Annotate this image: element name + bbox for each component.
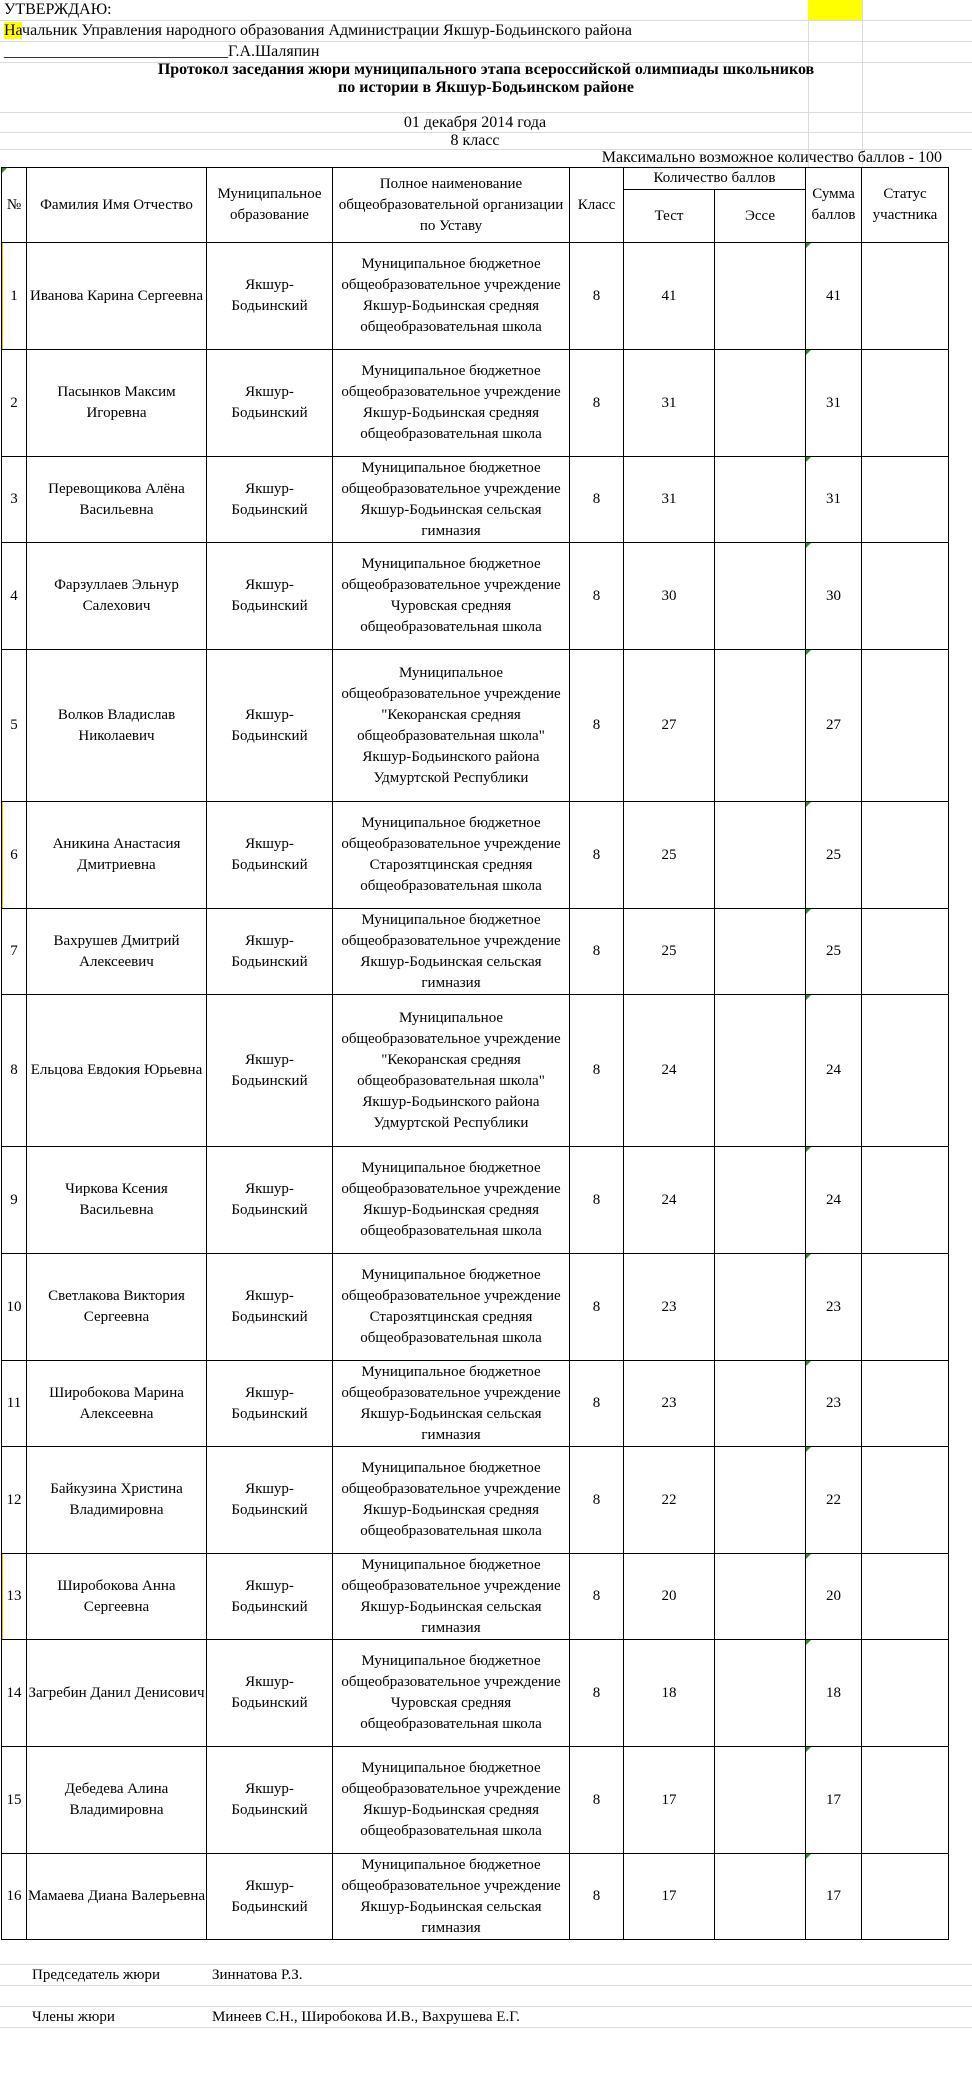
cell-test[interactable]: 31 <box>624 457 715 543</box>
cell-essay[interactable] <box>715 543 806 650</box>
cell-num[interactable]: 1 <box>2 243 27 350</box>
comment-marker-icon <box>806 1747 811 1752</box>
cell-sum[interactable]: 22 <box>806 1447 862 1554</box>
cell-municipality[interactable]: Якшур-Бодьинский <box>207 909 333 995</box>
members-label: Члены жюри <box>32 2009 115 2025</box>
col-header-name: Фамилия Имя Отчество <box>27 168 207 243</box>
table-row <box>2 909 949 995</box>
position-text: чальник Управления народного образования Администрации Якшур-Бодьинского района <box>22 22 632 39</box>
cell-test[interactable]: 27 <box>624 650 715 802</box>
table-row <box>2 1640 949 1747</box>
cell-num[interactable]: 2 <box>2 350 27 457</box>
cell-name[interactable]: Загребин Данил Денисович <box>27 1640 207 1747</box>
comment-marker-icon <box>806 350 811 355</box>
cell-municipality[interactable]: Якшур-Бодьинский <box>207 1147 333 1254</box>
table-row <box>2 350 949 457</box>
comment-marker-icon <box>806 1361 811 1366</box>
cell-essay[interactable] <box>715 243 806 350</box>
cell-sum[interactable]: 30 <box>806 543 862 650</box>
cell-org[interactable]: Муниципальное бюджетное общеобразовательное учреждение Старозятцинская средняя общеобразовательная школа <box>333 1254 570 1361</box>
cell-municipality[interactable]: Якшур-Бодьинский <box>207 802 333 909</box>
cell-name[interactable]: Ельцова Евдокия Юрьевна <box>27 995 207 1147</box>
cell-sum[interactable]: 27 <box>806 650 862 802</box>
cell-class[interactable]: 8 <box>570 1747 624 1854</box>
cell-status[interactable] <box>862 1447 949 1554</box>
cell-status[interactable] <box>862 1640 949 1747</box>
cell-num[interactable]: 12 <box>2 1447 27 1554</box>
cell-num[interactable]: 5 <box>2 650 27 802</box>
comment-marker-icon <box>806 1854 811 1859</box>
cell-test[interactable]: 17 <box>624 1747 715 1854</box>
cell-status[interactable] <box>862 909 949 995</box>
cell-name[interactable]: Иванова Карина Сергеевна <box>27 243 207 350</box>
comment-marker-icon <box>806 995 811 1000</box>
cell-essay[interactable] <box>715 1447 806 1554</box>
cell-num[interactable]: 14 <box>2 1640 27 1747</box>
cell-sum[interactable]: 23 <box>806 1254 862 1361</box>
cell-num[interactable]: 11 <box>2 1361 27 1447</box>
cell-name[interactable]: Фарзуллаев Эльнур Салехович <box>27 543 207 650</box>
cell-class[interactable]: 8 <box>570 457 624 543</box>
cell-test[interactable]: 23 <box>624 1361 715 1447</box>
cell-org[interactable]: Муниципальное бюджетное общеобразовательное учреждение Якшур-Бодьинская сельская гимназия <box>333 1361 570 1447</box>
cell-num[interactable]: 15 <box>2 1747 27 1854</box>
cell-class[interactable]: 8 <box>570 802 624 909</box>
cell-status[interactable] <box>862 1554 949 1640</box>
cell-class[interactable]: 8 <box>570 350 624 457</box>
cell-status[interactable] <box>862 543 949 650</box>
table-row <box>2 1554 949 1640</box>
cell-num[interactable]: 10 <box>2 1254 27 1361</box>
cell-essay[interactable] <box>715 350 806 457</box>
cell-essay[interactable] <box>715 1147 806 1254</box>
cell-essay[interactable] <box>715 1747 806 1854</box>
cell-essay[interactable] <box>715 1554 806 1640</box>
cell-status[interactable] <box>862 243 949 350</box>
cell-sum[interactable]: 18 <box>806 1640 862 1747</box>
col-header-test: Тест <box>624 190 715 243</box>
cell-municipality[interactable]: Якшур-Бодьинский <box>207 650 333 802</box>
approve-label: УТВЕРЖДАЮ: <box>4 1 112 18</box>
highlighted-text: На <box>4 22 23 39</box>
cell-test[interactable]: 23 <box>624 1254 715 1361</box>
cell-municipality[interactable]: Якшур-Бодьинский <box>207 1447 333 1554</box>
cell-sum[interactable]: 23 <box>806 1361 862 1447</box>
cell-status[interactable] <box>862 1147 949 1254</box>
cell-test[interactable]: 22 <box>624 1447 715 1554</box>
cell-test[interactable]: 41 <box>624 243 715 350</box>
cell-name[interactable]: Мамаева Диана Валерьевна <box>27 1854 207 1940</box>
cell-class[interactable]: 8 <box>570 1640 624 1747</box>
cell-name[interactable]: Байкузина Христина Владимировна <box>27 1447 207 1554</box>
cell-status[interactable] <box>862 650 949 802</box>
approver-position <box>4 21 632 41</box>
cell-name[interactable]: Широбокова Марина Алексеевна <box>27 1361 207 1447</box>
row-marker <box>2 802 4 908</box>
signer-name: Г.А.Шаляпин <box>228 43 320 60</box>
cell-num[interactable]: 16 <box>2 1854 27 1940</box>
chair-name: Зиннатова Р.З. <box>212 1967 303 1983</box>
table-row <box>2 243 949 350</box>
table-row <box>2 1361 949 1447</box>
cell-essay[interactable] <box>715 1640 806 1747</box>
cell-name[interactable]: Широбокова Анна Сергеевна <box>27 1554 207 1640</box>
cell-org[interactable]: Муниципальное общеобразовательное учреждение "Кекоранская средняя общеобразовательная школа" Якшур-Бодьинского района Удмуртской Республики <box>333 995 570 1147</box>
cell-municipality[interactable]: Якшур-Бодьинский <box>207 995 333 1147</box>
cell-class[interactable]: 8 <box>570 1447 624 1554</box>
cell-org[interactable]: Муниципальное бюджетное общеобразовательное учреждение Якшур-Бодьинская средняя общеобразовательная школа <box>333 243 570 350</box>
cell-org[interactable]: Муниципальное бюджетное общеобразовательное учреждение Якшур-Бодьинская средняя общеобразовательная школа <box>333 1147 570 1254</box>
cell-name[interactable]: Дебедева Алина Владимировна <box>27 1747 207 1854</box>
cell-class[interactable]: 8 <box>570 1361 624 1447</box>
cell-name[interactable]: Чиркова Ксения Васильевна <box>27 1147 207 1254</box>
table-row <box>2 1254 949 1361</box>
comment-marker-icon <box>806 1640 811 1645</box>
cell-num[interactable]: 7 <box>2 909 27 995</box>
cell-sum[interactable]: 41 <box>806 243 862 350</box>
cell-municipality[interactable]: Якшур-Бодьинский <box>207 1254 333 1361</box>
comment-marker-icon <box>806 802 811 807</box>
cell-status[interactable] <box>862 1854 949 1940</box>
cell-org[interactable]: Муниципальное бюджетное общеобразовательное учреждение Якшур-Бодьинская сельская гимназия <box>333 909 570 995</box>
cell-org[interactable]: Муниципальное бюджетное общеобразовательное учреждение Старозятцинская средняя общеобразовательная школа <box>333 802 570 909</box>
cell-test[interactable]: 30 <box>624 543 715 650</box>
cell-org[interactable]: Муниципальное бюджетное общеобразовательное учреждение Якшур-Бодьинская средняя общеобразовательная школа <box>333 1447 570 1554</box>
comment-marker-icon <box>806 650 811 655</box>
cell-essay[interactable] <box>715 457 806 543</box>
cell-num[interactable]: 8 <box>2 995 27 1147</box>
cell-class[interactable]: 8 <box>570 243 624 350</box>
cell-org[interactable]: Муниципальное бюджетное общеобразовательное учреждение Якшур-Бодьинская средняя общеобразовательная школа <box>333 1747 570 1854</box>
cell-num[interactable]: 13 <box>2 1554 27 1640</box>
cell-num[interactable]: 3 <box>2 457 27 543</box>
table-row <box>2 650 949 802</box>
comment-marker-icon <box>806 1147 811 1152</box>
cell-test[interactable]: 25 <box>624 802 715 909</box>
comment-marker-icon <box>806 243 811 248</box>
cell-status[interactable] <box>862 995 949 1147</box>
cell-class[interactable]: 8 <box>570 1147 624 1254</box>
cell-status[interactable] <box>862 1361 949 1447</box>
cell-num[interactable]: 4 <box>2 543 27 650</box>
cell-essay[interactable] <box>715 995 806 1147</box>
cell-org[interactable]: Муниципальное бюджетное общеобразовательное учреждение Якшур-Бодьинская сельская гимназия <box>333 457 570 543</box>
cell-name[interactable]: Пасынков Максим Игоревна <box>27 350 207 457</box>
cell-municipality[interactable]: Якшур-Бодьинский <box>207 1554 333 1640</box>
cell-sum[interactable]: 17 <box>806 1747 862 1854</box>
cell-essay[interactable] <box>715 1854 806 1940</box>
cell-name[interactable]: Светлакова Виктория Сергеевна <box>27 1254 207 1361</box>
protocol-title-line1: Протокол заседания жюри муниципального этапа всероссийской олимпиады школьников <box>157 61 815 78</box>
cell-status[interactable] <box>862 802 949 909</box>
cell-org[interactable]: Муниципальное бюджетное общеобразовательное учреждение Чуровская средняя общеобразовательная школа <box>333 1640 570 1747</box>
cell-status[interactable] <box>862 350 949 457</box>
protocol-title-line2: по истории в Якшур-Бодьинском районе <box>338 79 634 96</box>
cell-test[interactable]: 18 <box>624 1640 715 1747</box>
signature-underscore: ____________________________ <box>4 43 228 60</box>
highlighted-cell[interactable] <box>808 0 862 20</box>
col-header-sum: Сумма баллов <box>806 168 862 243</box>
cell-sum[interactable]: 25 <box>806 909 862 995</box>
cell-municipality[interactable]: Якшур-Бодьинский <box>207 350 333 457</box>
members-names: Минеев С.Н., Широбокова И.В., Вахрушева Е.Г. <box>212 2009 520 2025</box>
col-header-num: № <box>2 168 27 243</box>
protocol-date: 01 декабря 2014 года <box>403 114 547 131</box>
cell-sum[interactable]: 24 <box>806 1147 862 1254</box>
cell-name[interactable]: Перевощикова Алёна Васильевна <box>27 457 207 543</box>
cell-essay[interactable] <box>715 802 806 909</box>
comment-marker-icon <box>806 543 811 548</box>
cell-class[interactable]: 8 <box>570 1854 624 1940</box>
cell-municipality[interactable]: Якшур-Бодьинский <box>207 543 333 650</box>
cell-test[interactable]: 17 <box>624 1854 715 1940</box>
cell-municipality[interactable]: Якшур-Бодьинский <box>207 1747 333 1854</box>
col-header-status: Статус участника <box>862 168 949 243</box>
cell-test[interactable]: 24 <box>624 995 715 1147</box>
row-marker <box>2 1554 4 1639</box>
table-row <box>2 1147 949 1254</box>
col-header-org: Полное наименование общеобразовательной организации по Уставу <box>333 168 570 243</box>
cell-municipality[interactable]: Якшур-Бодьинский <box>207 1361 333 1447</box>
cell-municipality[interactable]: Якшур-Бодьинский <box>207 457 333 543</box>
cell-essay[interactable] <box>715 909 806 995</box>
cell-num[interactable]: 6 <box>2 802 27 909</box>
comment-marker-icon <box>806 909 811 914</box>
table-row <box>2 1747 949 1854</box>
cell-status[interactable] <box>862 457 949 543</box>
cell-org[interactable]: Муниципальное бюджетное общеобразовательное учреждение Якшур-Бодьинская сельская гимназия <box>333 1854 570 1940</box>
cell-org[interactable]: Муниципальное бюджетное общеобразовательное учреждение Чуровская средняя общеобразовательная школа <box>333 543 570 650</box>
cell-org[interactable]: Муниципальное бюджетное общеобразовательное учреждение Якшур-Бодьинская сельская гимназия <box>333 1554 570 1640</box>
table-row <box>2 543 949 650</box>
cell-name[interactable]: Аникина Анастасия Дмитриевна <box>27 802 207 909</box>
cell-essay[interactable] <box>715 1254 806 1361</box>
cell-status[interactable] <box>862 1254 949 1361</box>
comment-marker-icon <box>806 1254 811 1259</box>
cell-name[interactable]: Вахрушев Дмитрий Алексеевич <box>27 909 207 995</box>
cell-municipality[interactable]: Якшур-Бодьинский <box>207 1854 333 1940</box>
cell-municipality[interactable]: Якшур-Бодьинский <box>207 243 333 350</box>
cell-class[interactable]: 8 <box>570 650 624 802</box>
chair-label: Председатель жюри <box>32 1967 161 1983</box>
cell-sum[interactable]: 25 <box>806 802 862 909</box>
cell-test[interactable]: 31 <box>624 350 715 457</box>
max-score-note: Максимально возможное количество баллов - 100 <box>601 149 942 166</box>
cell-sum[interactable]: 31 <box>806 350 862 457</box>
cell-test[interactable]: 25 <box>624 909 715 995</box>
col-header-class: Класс <box>570 168 624 243</box>
comment-marker-icon <box>806 1554 811 1559</box>
col-header-points-group: Количество баллов <box>624 168 806 190</box>
cell-org[interactable]: Муниципальное бюджетное общеобразовательное учреждение Якшур-Бодьинская средняя общеобразовательная школа <box>333 350 570 457</box>
table-row <box>2 1447 949 1554</box>
cell-name[interactable]: Волков Владислав Николаевич <box>27 650 207 802</box>
cell-municipality[interactable]: Якшур-Бодьинский <box>207 1640 333 1747</box>
table-row <box>2 802 949 909</box>
row-marker <box>2 243 4 349</box>
comment-marker-icon <box>806 457 811 462</box>
comment-marker-icon <box>806 1447 811 1452</box>
cell-class[interactable]: 8 <box>570 1554 624 1640</box>
cell-org[interactable]: Муниципальное общеобразовательное учреждение "Кекоранская средняя общеобразовательная школа" Якшур-Бодьинского района Удмуртской Республики <box>333 650 570 802</box>
results-table <box>1 167 949 1940</box>
cell-essay[interactable] <box>715 1361 806 1447</box>
cell-essay[interactable] <box>715 650 806 802</box>
cell-num[interactable]: 9 <box>2 1147 27 1254</box>
table-row <box>2 1854 949 1940</box>
table-row <box>2 995 949 1147</box>
cell-class[interactable]: 8 <box>570 543 624 650</box>
cell-sum[interactable]: 17 <box>806 1854 862 1940</box>
col-header-municipality: Муниципальное образование <box>207 168 333 243</box>
cell-class[interactable]: 8 <box>570 1254 624 1361</box>
grade-label: 8 класс <box>450 132 500 149</box>
col-header-essay: Эссе <box>715 190 806 243</box>
cell-class[interactable]: 8 <box>570 995 624 1147</box>
table-row <box>2 457 949 543</box>
cell-status[interactable] <box>862 1747 949 1854</box>
cell-test[interactable]: 24 <box>624 1147 715 1254</box>
cell-test[interactable]: 20 <box>624 1554 715 1640</box>
cell-class[interactable]: 8 <box>570 909 624 995</box>
cell-sum[interactable]: 24 <box>806 995 862 1147</box>
cell-sum[interactable]: 20 <box>806 1554 862 1640</box>
cell-sum[interactable]: 31 <box>806 457 862 543</box>
signature-line <box>4 42 319 62</box>
